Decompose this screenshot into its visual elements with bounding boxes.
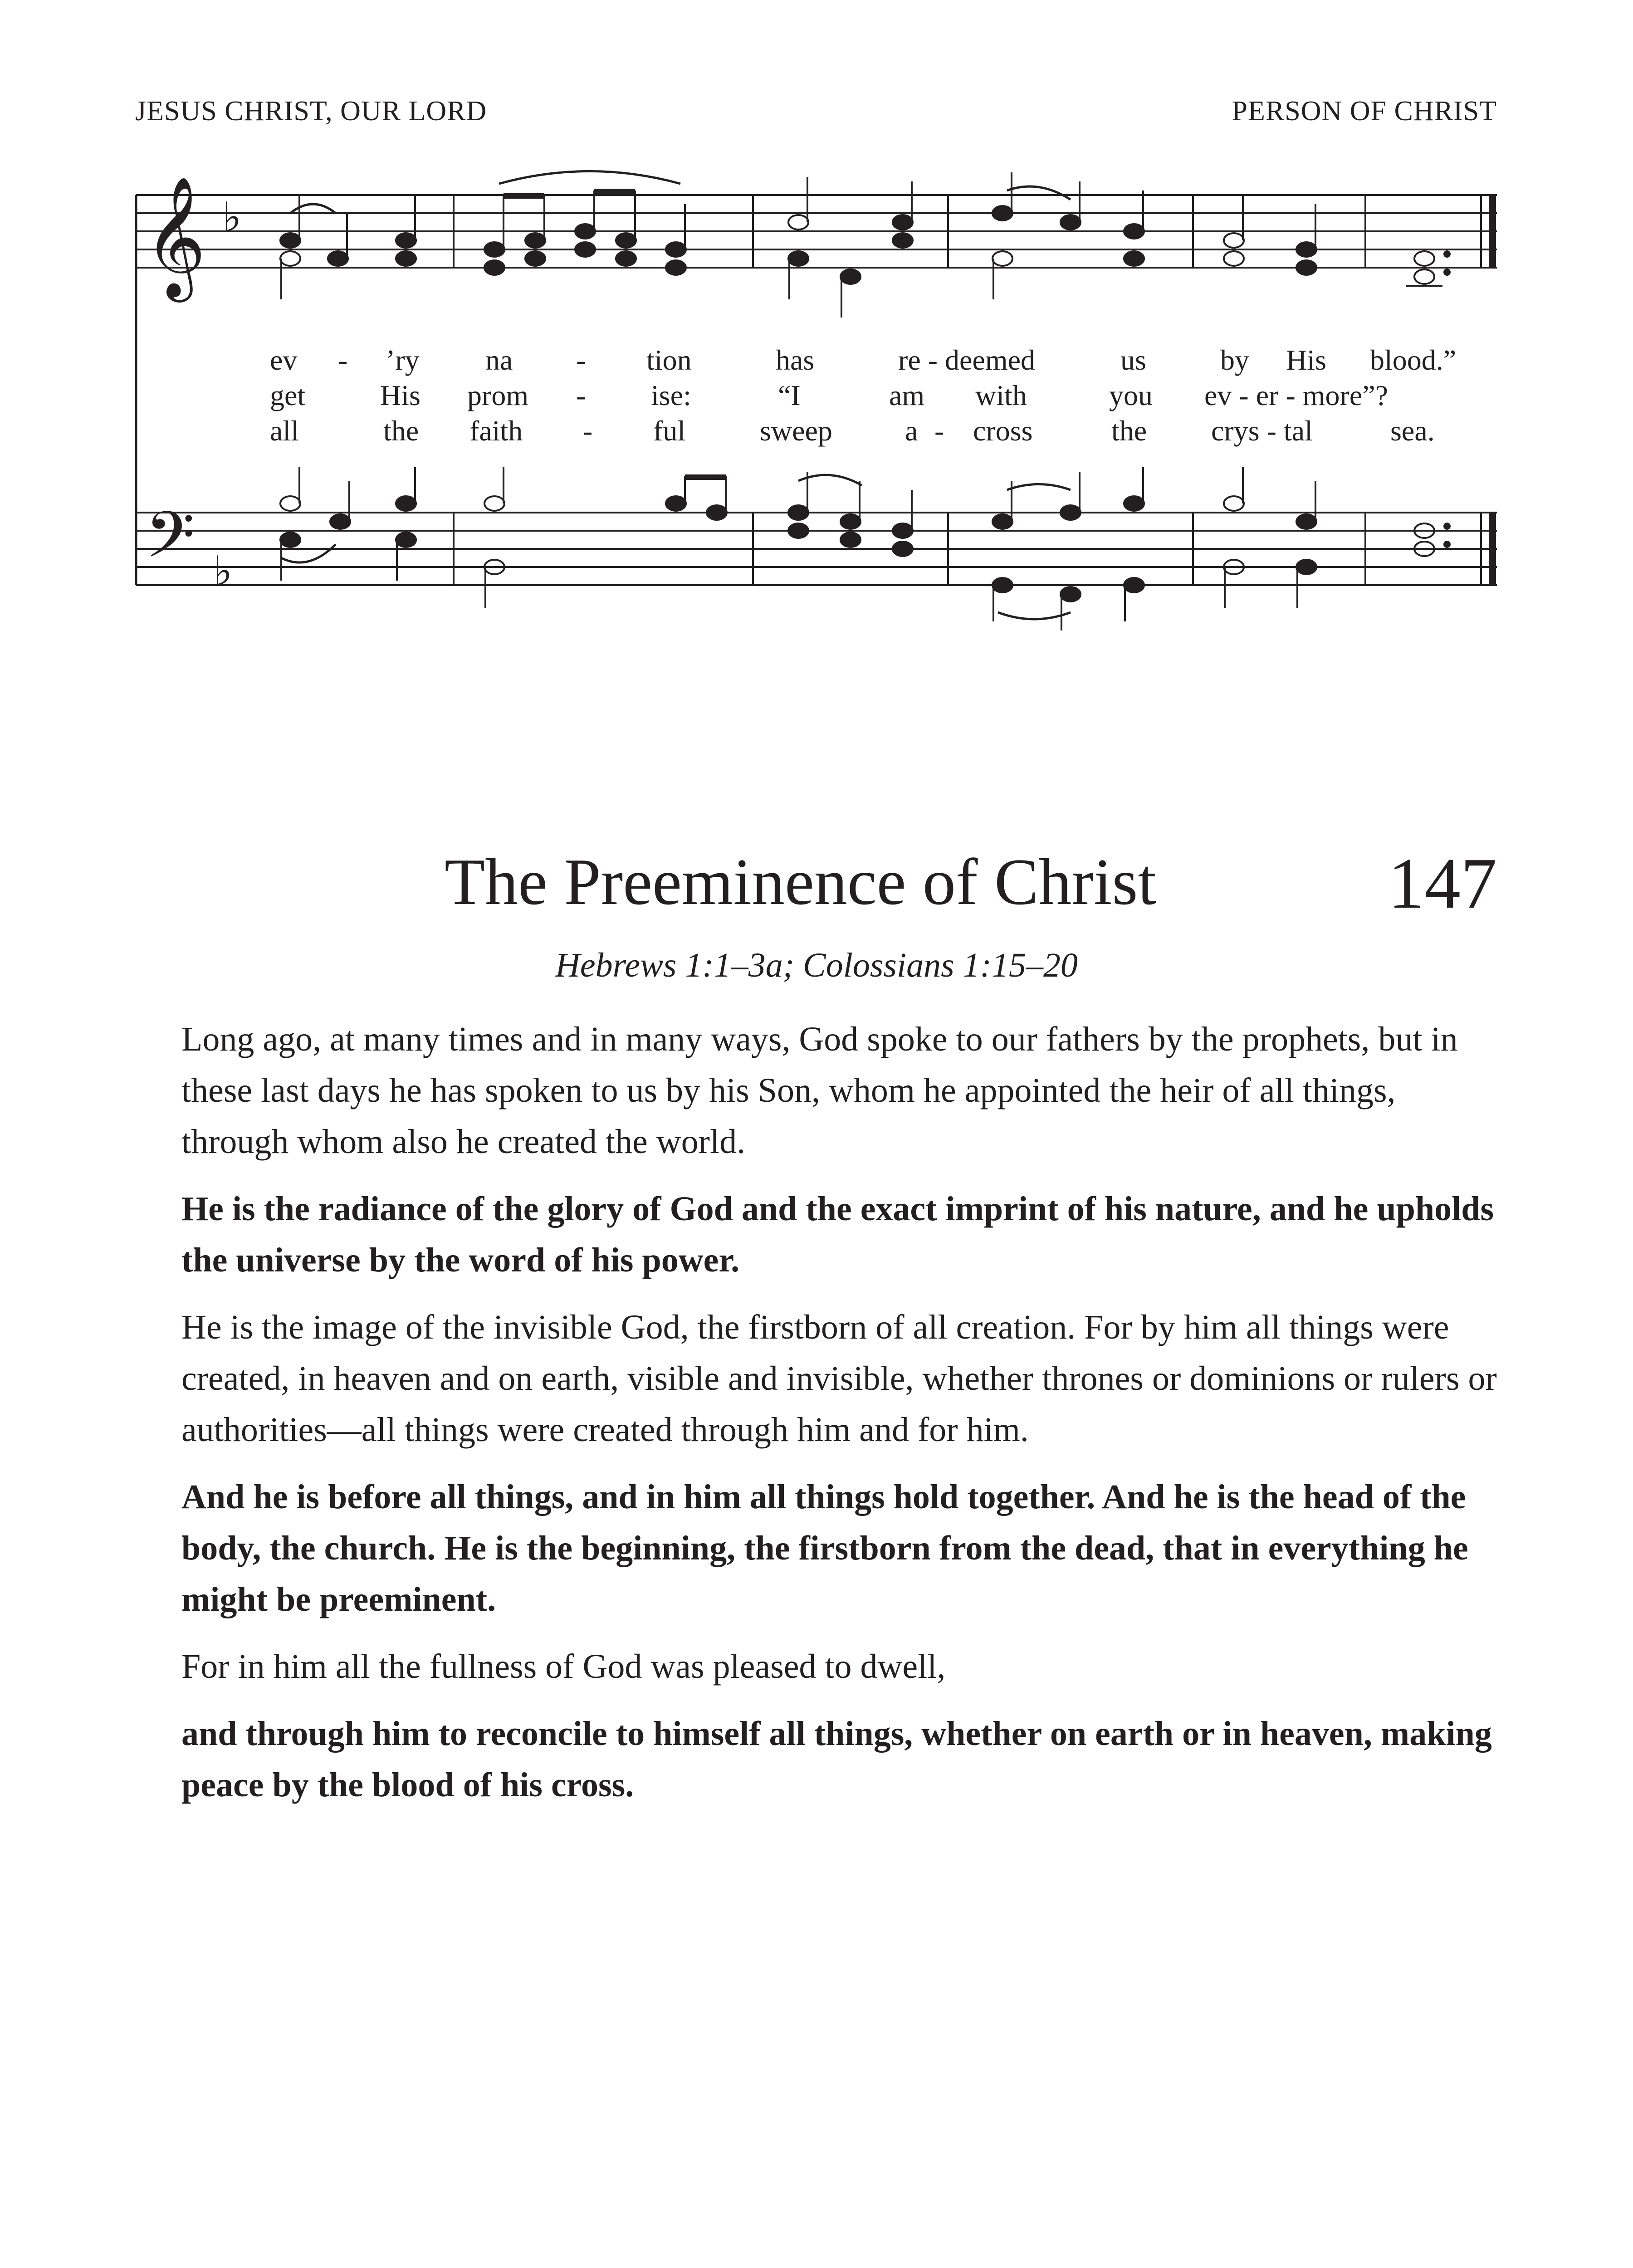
- congregation-paragraph: and through him to reconcile to himself all things, whether on earth or in heaven, making peace by the blood of his cross.: [181, 1715, 1492, 1804]
- leader-paragraph: Long ago, at many times and in many ways, God spoke to our fathers by the prophets, but in these last days he has spoken to us by his Son, whom he appointed the heir of all things, through whom also he created the world.: [181, 1020, 1458, 1161]
- lyric-syllable: His: [380, 379, 420, 411]
- lyrics-verse-3: [270, 415, 1435, 447]
- leader-paragraph: He is the image of the invisible God, the firstborn of all creation. For by him all things were created, in heaven and on earth, visible and invisible, whether thrones or dominions or rulers or authorities—all things were created through him and for him.: [181, 1308, 1497, 1449]
- lyric-syllable: tion: [646, 344, 692, 376]
- treble-clef-icon: 𝄞: [144, 176, 206, 297]
- lyric-syllable: by: [1220, 344, 1249, 376]
- lyric-syllable: crys - tal: [1211, 415, 1313, 447]
- lyric-syllable: a: [905, 415, 918, 447]
- lyric-syllable: the: [383, 415, 419, 447]
- lyric-syllable: us: [1120, 344, 1146, 376]
- lyric-syllable: all: [270, 415, 299, 447]
- congregation-paragraph: He is the radiance of the glory of God and the exact imprint of his nature, and he upholds the universe by the word of his power.: [181, 1190, 1494, 1279]
- lyric-syllable: am: [889, 379, 925, 411]
- lyric-syllable: -: [934, 415, 944, 447]
- lyrics-verse-2: [270, 379, 1388, 411]
- lyric-syllable: has: [776, 344, 815, 376]
- lyric-syllable: sea.: [1390, 415, 1435, 447]
- lyric-syllable: you: [1109, 379, 1153, 411]
- lyric-syllable: get: [270, 379, 306, 411]
- lyric-syllable: ev: [270, 344, 298, 376]
- lyric-syllable: cross: [973, 415, 1033, 447]
- lyric-syllable: the: [1111, 415, 1147, 447]
- music-score: [0, 0, 1633, 635]
- lyric-syllable: sweep: [760, 415, 832, 447]
- lyric-syllable: His: [1286, 344, 1326, 376]
- lyric-syllable: ise:: [651, 379, 691, 411]
- lyrics-verse-1: [270, 344, 1456, 376]
- final-barline: [1481, 195, 1492, 585]
- reading-number: 147: [1388, 843, 1497, 924]
- lyric-syllable: -: [576, 379, 586, 411]
- responsive-reading: [181, 1014, 1497, 1827]
- congregation-paragraph: And he is before all things, and in him all things hold together. And he is the head of the body, the church. He is the beginning, the firstborn from the dead, that in everything he might be preeminent.: [181, 1478, 1468, 1618]
- running-header-topic: PERSON OF CHRIST: [1232, 96, 1497, 127]
- lyric-syllable: -: [576, 344, 586, 376]
- bass-clef-icon: 𝄢: [145, 498, 195, 588]
- lyric-syllable: na: [485, 344, 513, 376]
- lyric-syllable: -: [338, 344, 348, 376]
- lyric-syllable: prom: [467, 379, 529, 411]
- treble-notes: [280, 206, 1450, 286]
- lyric-syllable: faith: [469, 415, 523, 447]
- scripture-reference: Hebrews 1:1–3a; Colossians 1:15–20: [555, 946, 1078, 984]
- running-header-section: JESUS CHRIST, OUR LORD: [135, 96, 487, 127]
- flat-sign-icon: ♭: [213, 547, 233, 595]
- reading-title: The Preeminence of Christ: [445, 845, 1157, 919]
- lyric-syllable: ful: [653, 415, 686, 447]
- lyric-syllable: with: [975, 379, 1027, 411]
- lyric-syllable: “I: [778, 379, 801, 411]
- leader-paragraph: For in him all the fullness of God was pleased to dwell,: [181, 1647, 946, 1686]
- lyric-syllable: blood.”: [1370, 344, 1457, 376]
- treble-slurs: [290, 171, 1071, 214]
- lyric-syllable: re - deemed: [898, 344, 1036, 376]
- lyric-syllable: -: [583, 415, 593, 447]
- flat-sign-icon: ♭: [222, 194, 242, 241]
- lyric-syllable: ’ry: [386, 344, 420, 376]
- lyric-syllable: ev - er - more”?: [1204, 379, 1389, 411]
